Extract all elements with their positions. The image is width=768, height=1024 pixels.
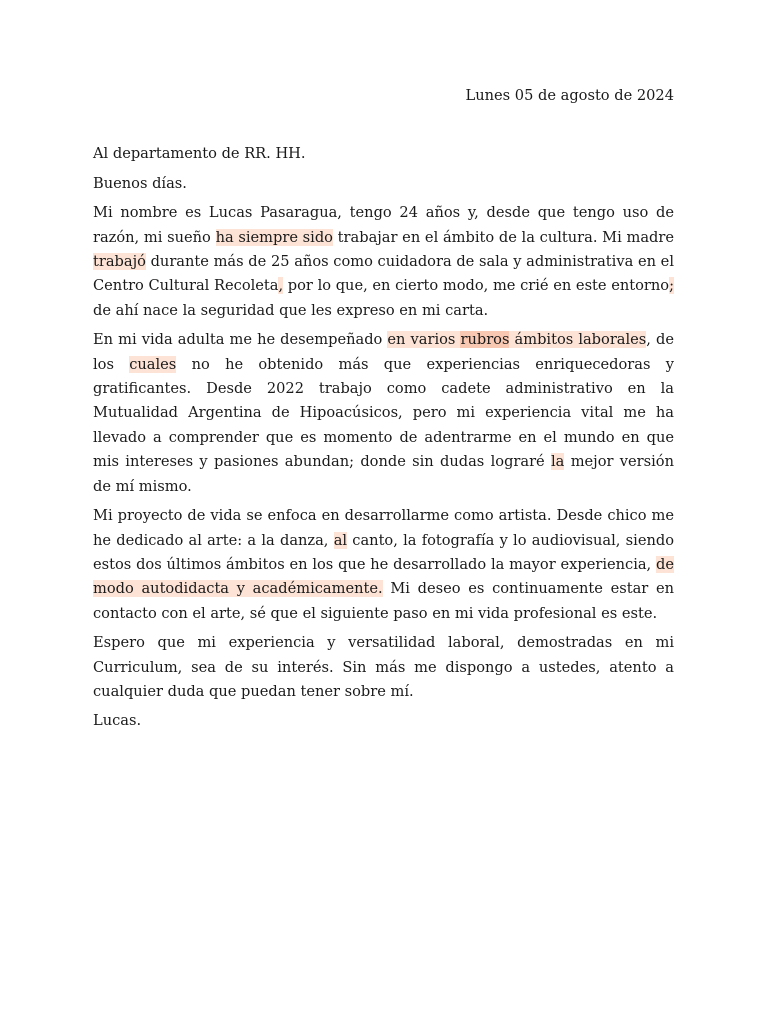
highlighted-phrase: , bbox=[278, 277, 284, 295]
body-paragraph bbox=[93, 631, 674, 704]
paragraph-text: trabajar en el ámbito de la cultura. Mi madre bbox=[332, 228, 674, 246]
paragraph-text: por lo que, en cierto modo, me crié en este entorno bbox=[283, 277, 670, 295]
body-paragraph bbox=[93, 328, 674, 499]
paragraph-text: Mi nombre es Lucas Pasaragua, tengo 24 años y, desde que tengo uso de razón, mi sueño bbox=[93, 204, 674, 246]
paragraph-text: mejor versión de mí mismo. bbox=[93, 453, 674, 495]
paragraph-text: de ahí nace la seguridad que les expreso en mi carta. bbox=[93, 301, 489, 319]
letter-date: Lunes 05 de agosto de 2024 bbox=[465, 87, 674, 104]
paragraph-text: Mi deseo es continuamente estar en contacto con el arte, sé que el siguiente paso en mi vida profesional es este. bbox=[93, 580, 674, 622]
highlighted-phrase: ; bbox=[669, 277, 675, 295]
highlighted-phrase: ha siempre sido bbox=[215, 228, 333, 246]
body-paragraph bbox=[93, 201, 674, 323]
paragraph-text: no he obtenido más que experiencias enriquecedoras y gratificantes. Desde 2022 trabajo como cadete administrativo en la Mutualidad Argentina de Hipoacúsicos, pero mi experiencia vital me ha llevado a comprender que es momento de adentrarme en el mundo en que mis intereses y pasiones abundan; donde sin dudas lograré bbox=[93, 355, 674, 471]
paragraph-text: canto, la fotografía y lo audiovisual, siendo estos dos últimos ámbitos en los que he desarrollado la mayor experiencia, bbox=[93, 531, 674, 573]
paragraph-text: durante más de 25 años como cuidadora de sala y administrativa en el Centro Cultural Recoleta bbox=[93, 253, 674, 295]
highlighted-phrase: en varios bbox=[387, 331, 461, 349]
highlighted-phrase-strong: rubros bbox=[460, 331, 510, 349]
highlighted-phrase: cuales bbox=[129, 355, 177, 373]
letter-page bbox=[93, 84, 674, 734]
paragraph-text: , de los bbox=[93, 331, 674, 373]
highlighted-phrase: la bbox=[551, 453, 565, 471]
letter-signature: Lucas. bbox=[93, 712, 142, 730]
paragraph-text: Espero que mi experiencia y versatilidad laboral, demostradas en mi Curriculum, sea de su interés. Sin más me dispongo a ustedes, atento a cualquier duda que puedan tener sobre mí. bbox=[93, 634, 674, 700]
paragraph-text: En mi vida adulta me he desempeñado bbox=[93, 331, 388, 349]
highlighted-phrase: al bbox=[333, 531, 348, 549]
paragraph-text: Mi proyecto de vida se enfoca en desarrollarme como artista. Desde chico me he dedicado al arte: a la danza, bbox=[93, 507, 674, 549]
highlighted-phrase: de modo autodidacta y académicamente. bbox=[93, 555, 674, 598]
body-paragraph bbox=[93, 504, 674, 626]
highlighted-phrase: trabajó bbox=[93, 253, 146, 271]
letter-recipient: Al departamento de RR. HH. bbox=[93, 145, 306, 163]
letter-body bbox=[93, 201, 674, 704]
highlighted-phrase: ámbitos laborales bbox=[509, 331, 647, 349]
letter-greeting: Buenos días. bbox=[93, 174, 187, 192]
